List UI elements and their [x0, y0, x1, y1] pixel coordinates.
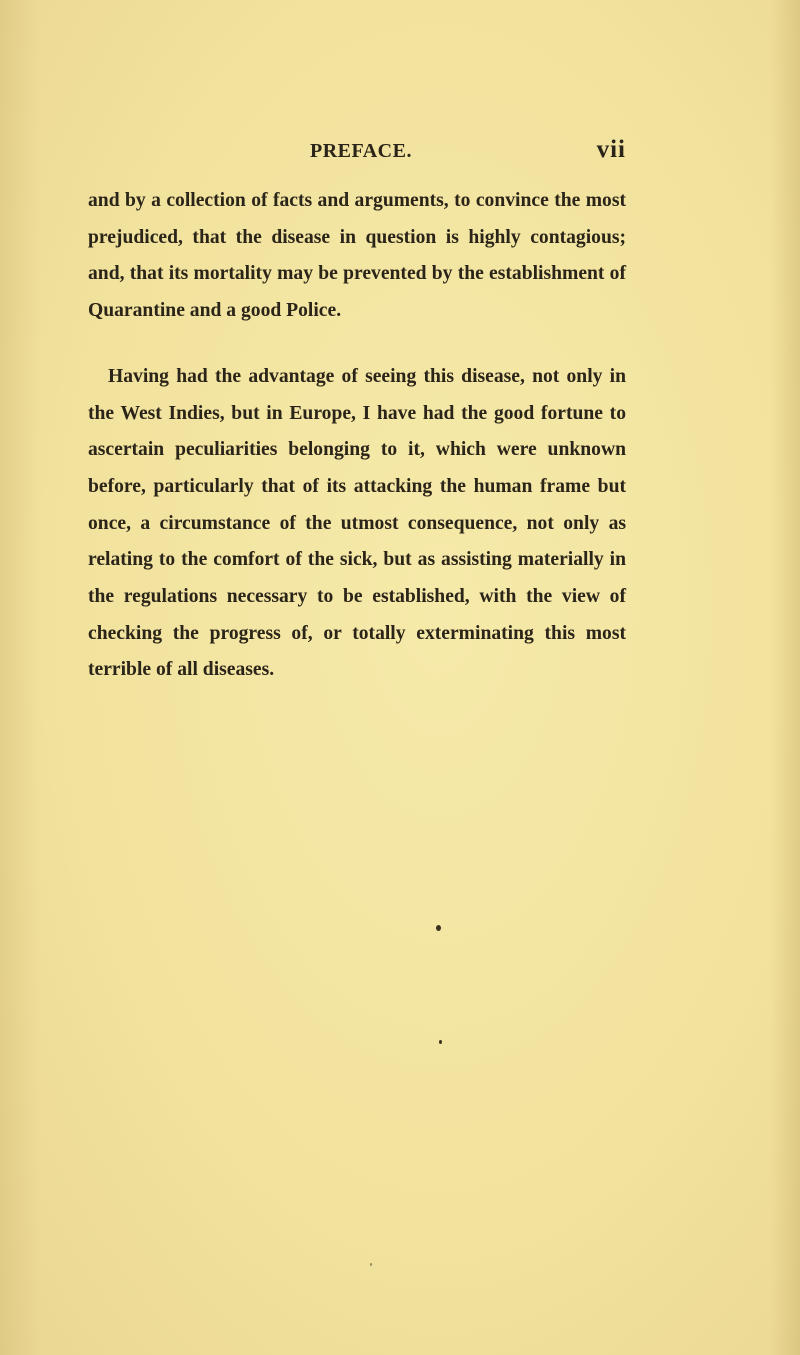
paper-speck	[370, 1263, 372, 1266]
page-number: vii	[596, 136, 626, 163]
running-head	[88, 136, 626, 170]
paragraph-1: and by a collection of facts and arguments, to convince the most prejudiced, that the disease in question is highly contagious; and, that its mortality may be prevented by the establishment of Quarantine and a good Police.	[88, 190, 626, 322]
running-head-title: PREFACE.	[310, 140, 412, 162]
paper-speck	[436, 925, 441, 931]
body-text	[88, 183, 626, 689]
paper-speck	[439, 1040, 442, 1044]
paragraph-2: Having had the advantage of seeing this disease, not only in the West Indies, but in Europe, I have had the good fortune to ascertain peculiarities belonging to it, which were unknown before, particularly that of its attacking the human frame but once, a circumstance of the utmost consequence, not only as relating to the comfort of the sick, but as assisting materially in the regulations necessary to be established, with the view of checking the progress of, or totally exterminating this most terrible of all diseases.	[88, 365, 626, 681]
